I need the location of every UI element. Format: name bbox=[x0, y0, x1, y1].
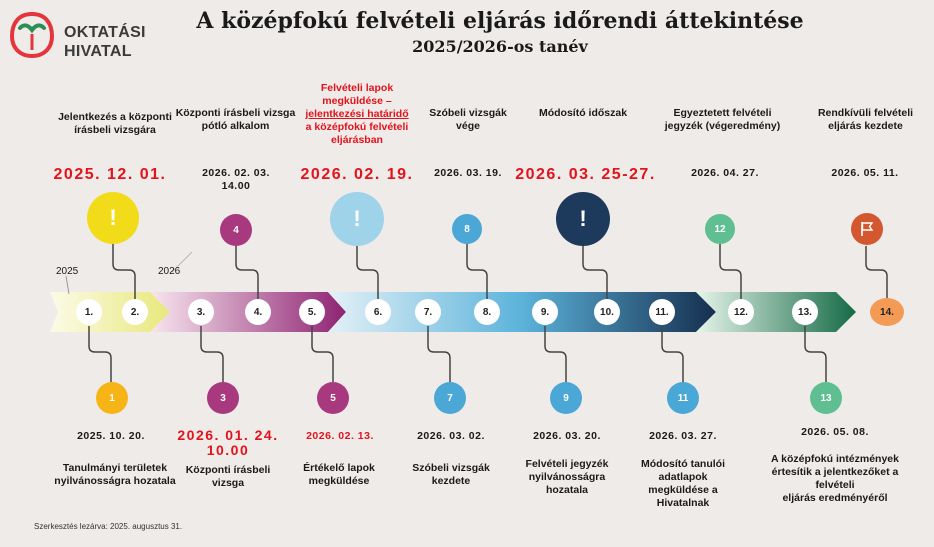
event-3-label: Központi írásbeli vizsga bbox=[185, 464, 271, 489]
event-6-label-line2: megküldése – bbox=[322, 95, 392, 107]
event-8-date: 2026. 03. 19. bbox=[434, 167, 502, 179]
event-12-label: Egyeztetett felvételi jegyzék (végeredmény) bbox=[664, 107, 781, 132]
timeline-step-13: 13. bbox=[792, 299, 818, 325]
event-7-date: 2026. 03. 02. bbox=[417, 430, 485, 442]
event-7-label: Szóbeli vizsgák kezdete bbox=[412, 462, 490, 487]
event-8-label: Szóbeli vizsgák vége bbox=[429, 107, 507, 132]
event-1-marker: 1 bbox=[96, 382, 128, 414]
event-6-label-line3: jelentkezési határidő bbox=[305, 108, 409, 120]
timeline-step-9: 9. bbox=[532, 299, 558, 325]
event-6-label-line5: eljárásban bbox=[331, 134, 383, 146]
event-3-marker: 3 bbox=[207, 382, 239, 414]
event-2-alert-icon: ! bbox=[87, 192, 139, 244]
event-9-label: Felvételi jegyzék nyilvánosságra hozatala bbox=[525, 458, 609, 496]
timeline-step-1: 1. bbox=[76, 299, 102, 325]
event-1-date: 2025. 10. 20. bbox=[77, 430, 145, 442]
timeline-step-12: 12. bbox=[728, 299, 754, 325]
event-6-date: 2026. 02. 19. bbox=[300, 166, 414, 183]
timeline-step-3: 3. bbox=[188, 299, 214, 325]
year-label-2026: 2026 bbox=[158, 266, 181, 277]
event-10-date: 2026. 03. 25-27. bbox=[515, 166, 656, 183]
flag-icon bbox=[851, 213, 883, 245]
timeline-step-7: 7. bbox=[415, 299, 441, 325]
event-11-date: 2026. 03. 27. bbox=[649, 430, 717, 442]
logo-text-line2: HIVATAL bbox=[64, 43, 132, 60]
event-3-date-line2: 10.00 bbox=[206, 442, 250, 458]
event-9-marker: 9 bbox=[550, 382, 582, 414]
event-13-label-line1: A középfokú intézmények bbox=[771, 453, 899, 465]
timeline-segment-1 bbox=[50, 292, 170, 332]
event-14-label: Rendkívüli felvételi eljárás kezdete bbox=[817, 107, 914, 132]
page-title: A középfokú felvételi eljárás időrendi áttekintése bbox=[196, 8, 804, 34]
event-5-date: 2026. 02. 13. bbox=[306, 430, 374, 442]
event-2-date: 2025. 12. 01. bbox=[53, 166, 167, 183]
event-9-date: 2026. 03. 20. bbox=[533, 430, 601, 442]
event-13-marker: 13 bbox=[810, 382, 842, 414]
event-12-date: 2026. 04. 27. bbox=[691, 167, 759, 179]
timeline-step-8: 8. bbox=[474, 299, 500, 325]
footer-note: Szerkesztés lezárva: 2025. augusztus 31. bbox=[34, 522, 183, 531]
timeline-step-10: 10. bbox=[594, 299, 620, 325]
logo-text-line1: OKTATÁSI bbox=[64, 24, 146, 41]
event-3-date-line1: 2026. 01. 24. bbox=[177, 427, 279, 443]
event-12-marker: 12 bbox=[705, 214, 735, 244]
event-1-label: Tanulmányi területek nyilvánosságra hozatala bbox=[54, 462, 176, 487]
event-13-label-line3: felvételi bbox=[815, 479, 855, 491]
event-4-date-line1: 2026. 02. 03. bbox=[202, 167, 270, 179]
timeline-segment-4 bbox=[696, 292, 856, 332]
flag-glyph-icon bbox=[859, 221, 875, 237]
event-5-marker: 5 bbox=[317, 382, 349, 414]
event-4-date bbox=[176, 167, 296, 193]
event-4-marker: 4 bbox=[220, 214, 252, 246]
event-3-date bbox=[158, 428, 298, 458]
event-6-label-line4: a középfokú felvételi bbox=[305, 121, 409, 133]
event-4-label: Központi írásbeli vizsga pótló alkalom bbox=[175, 107, 296, 132]
timeline-step-5: 5. bbox=[299, 299, 325, 325]
timeline-step-4: 4. bbox=[245, 299, 271, 325]
timeline-step-2: 2. bbox=[122, 299, 148, 325]
event-2-label: Jelentkezés a központi írásbeli vizsgára bbox=[58, 111, 172, 136]
event-6-label bbox=[287, 82, 427, 147]
page-subtitle: 2025/2026-os tanév bbox=[412, 37, 588, 56]
event-13-date: 2026. 05. 08. bbox=[801, 426, 869, 438]
event-7-marker: 7 bbox=[434, 382, 466, 414]
event-8-marker: 8 bbox=[452, 214, 482, 244]
event-13-label bbox=[760, 453, 910, 505]
timeline-step-11: 11. bbox=[649, 299, 675, 325]
event-5-label: Értékelő lapok megküldése bbox=[303, 462, 375, 487]
timeline-step-14: 14. bbox=[870, 298, 904, 326]
event-6-alert-icon: ! bbox=[330, 192, 384, 246]
event-4-date-line2: 14.00 bbox=[221, 180, 251, 192]
year-label-2025: 2025 bbox=[56, 266, 79, 277]
event-6-label-line1: Felvételi lapok bbox=[320, 82, 394, 94]
event-11-label: Módosító tanulói adatlapok megküldése a Hivatalnak bbox=[641, 458, 725, 509]
event-10-label: Módosító időszak bbox=[538, 107, 628, 119]
event-13-label-line2: értesítik a jelentkezőket a bbox=[771, 466, 899, 478]
event-10-alert-icon: ! bbox=[556, 192, 610, 246]
event-14-date: 2026. 05. 11. bbox=[831, 167, 899, 179]
event-11-marker: 11 bbox=[667, 382, 699, 414]
timeline-step-6: 6. bbox=[365, 299, 391, 325]
event-13-label-line4: eljárás eredményéről bbox=[782, 492, 888, 504]
